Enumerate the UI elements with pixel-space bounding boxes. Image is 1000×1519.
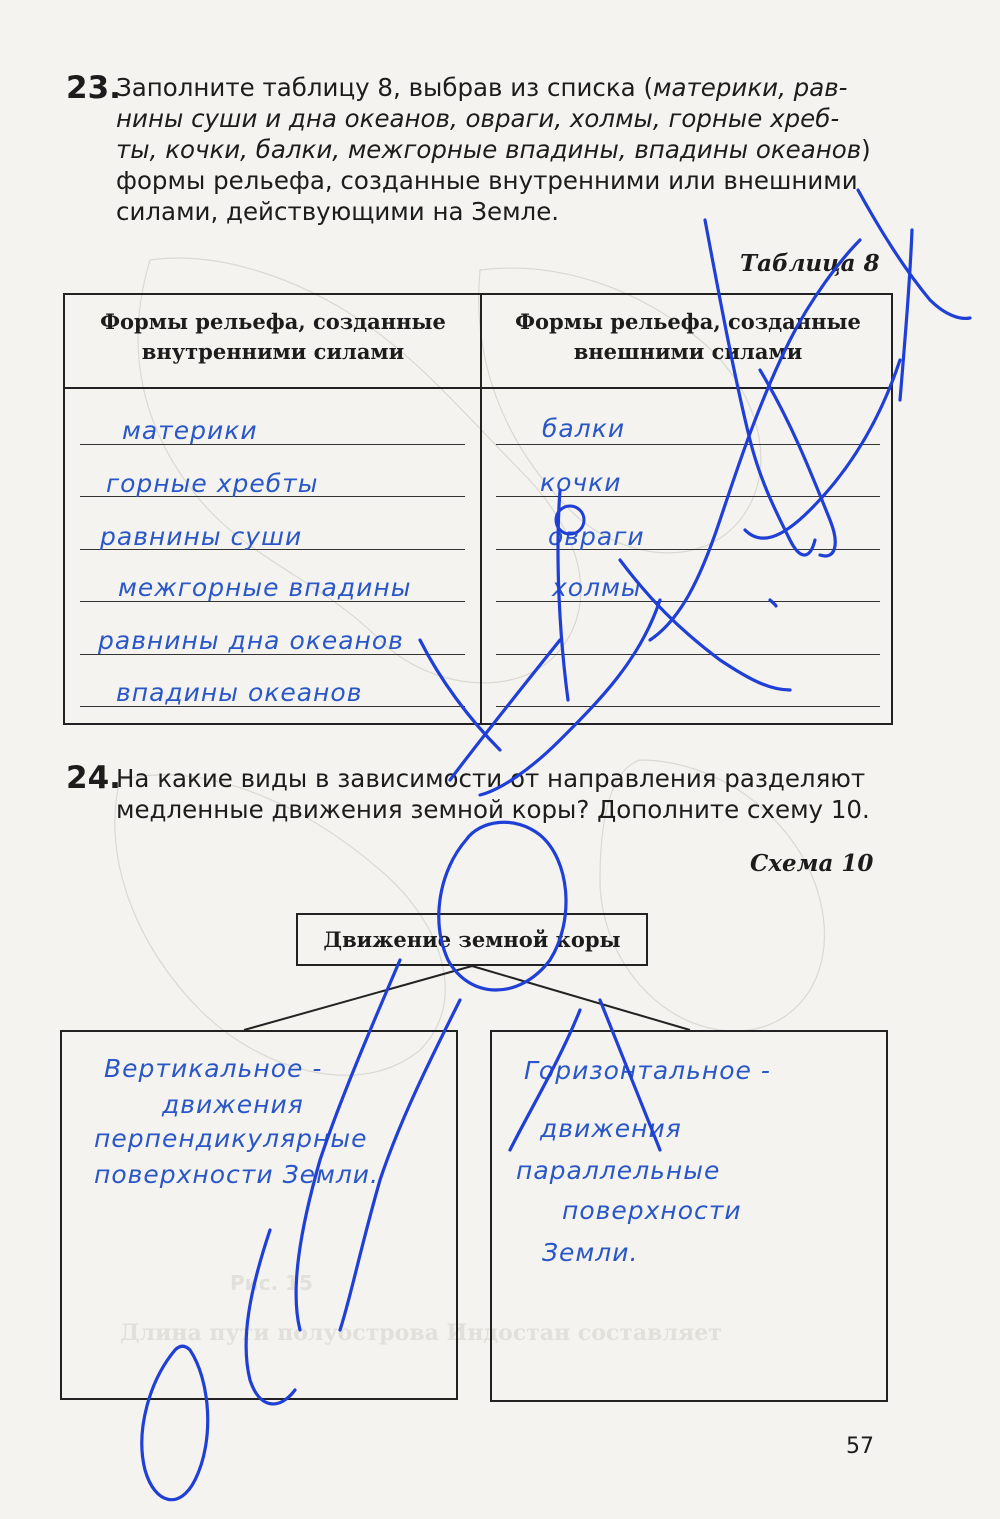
handwritten-internal-6: впадины океанов <box>116 678 363 707</box>
handwritten-left-1: Вертикальное - <box>104 1054 323 1083</box>
handwritten-right-1: Горизонтальное - <box>524 1056 771 1085</box>
handwritten-right-3: параллельные <box>516 1156 721 1185</box>
task-23-line3-a: ты, кочки, балки, межгорные впадины, впадины океанов <box>116 135 862 164</box>
handwritten-internal-5: равнины дна океанов <box>98 626 404 655</box>
table-8-caption: Таблица 8 <box>740 250 880 277</box>
handwritten-right-5: Земли. <box>542 1238 639 1267</box>
page-number: 57 <box>846 1434 874 1459</box>
table-8-header-divider <box>65 387 891 389</box>
handwritten-right-4: поверхности <box>562 1196 742 1225</box>
task-23-line4: формы рельефа, созданные внутренними или внешними <box>116 166 858 195</box>
task-24-line1: На какие виды в зависимости от направления разделяют <box>116 764 866 793</box>
task-23-line3-b: ) <box>861 135 871 164</box>
answer-line <box>496 444 880 445</box>
task-23-line2: нины суши и дна океанов, овраги, холмы, горные хреб- <box>116 104 840 133</box>
svg-text:Рис. 15: Рис. 15 <box>230 1271 313 1295</box>
task-24-number: 24. <box>66 760 121 796</box>
handwritten-external-1: балки <box>542 414 626 443</box>
handwritten-external-3: овраги <box>548 522 645 551</box>
answer-line <box>496 706 880 707</box>
handwritten-external-2: кочки <box>540 468 622 497</box>
answer-line <box>496 654 880 655</box>
task-24-line2: медленные движения земной коры? Дополните схему 10. <box>116 795 870 824</box>
task-23-line5: силами, действующими на Земле. <box>116 197 560 226</box>
table-8-header-external <box>483 307 893 367</box>
header-external-line2: внешними силами <box>573 339 803 364</box>
task-24-text <box>116 763 870 825</box>
task-23-text <box>116 72 871 227</box>
scheme-left-box <box>60 1030 458 1400</box>
header-external-line1: Формы рельефа, созданные <box>515 309 861 334</box>
scheme-root-label: Движение земной коры <box>323 927 621 952</box>
task-23-line1-a: Заполните таблицу 8, выбрав из списка ( <box>116 73 654 102</box>
handwritten-internal-4: межгорные впадины <box>118 573 412 602</box>
scheme-root-box <box>296 913 648 966</box>
handwritten-left-3: перпендикулярные <box>94 1124 368 1153</box>
handwritten-left-2: движения <box>162 1090 304 1119</box>
header-internal-line1: Формы рельефа, созданные <box>100 309 446 334</box>
handwritten-internal-3: равнины суши <box>100 522 303 551</box>
svg-text:Длина пути полуострова Индоста: Длина пути полуострова Индостан составляет <box>120 1320 722 1346</box>
handwritten-external-4: холмы <box>552 573 642 602</box>
handwritten-left-4: поверхности Земли. <box>94 1160 380 1189</box>
task-23-line1-b: материки, рав- <box>653 73 848 102</box>
scheme-10-caption: Схема 10 <box>750 850 874 877</box>
header-internal-line2: внутренними силами <box>141 339 405 364</box>
table-8-column-divider <box>480 295 482 723</box>
table-8 <box>63 293 893 725</box>
handwritten-internal-1: материки <box>122 416 258 445</box>
task-23-number: 23. <box>66 70 121 106</box>
table-8-header-internal <box>68 307 478 367</box>
handwritten-right-2: движения <box>540 1114 682 1143</box>
handwritten-internal-2: горные хребты <box>106 469 319 498</box>
